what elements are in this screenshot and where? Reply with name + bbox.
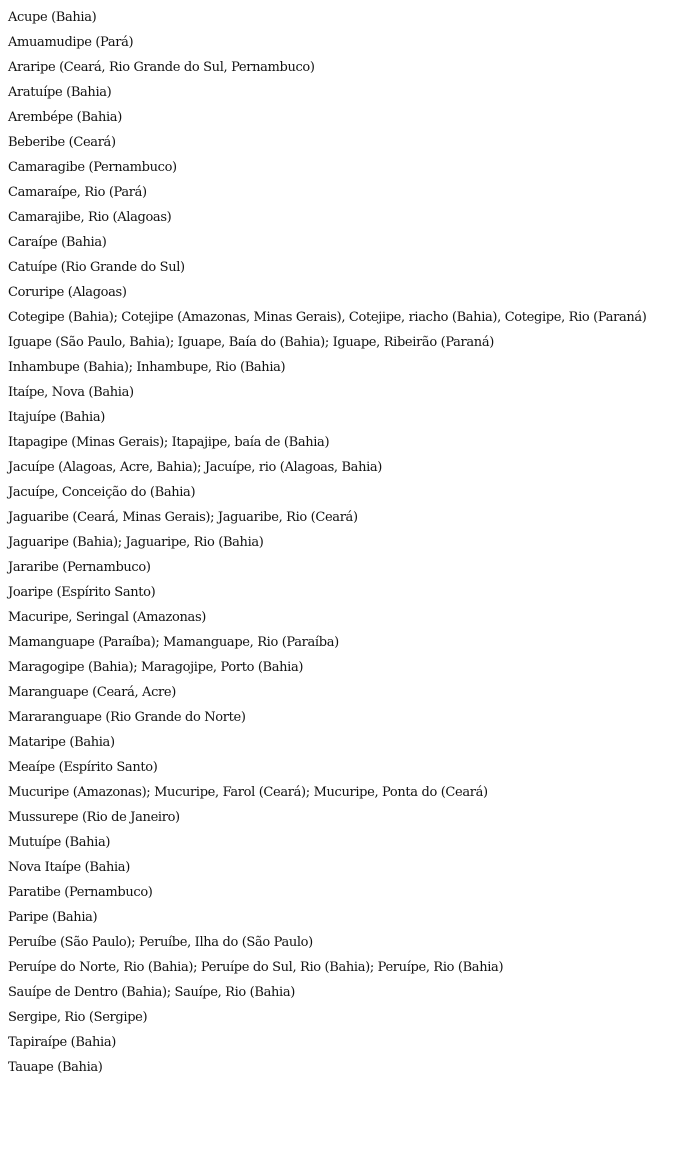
list-item: Mamanguape (Paraíba); Mamanguape, Rio (Paraíba) (8, 635, 339, 650)
list-item: Mucuripe (Amazonas); Mucuripe, Farol (Ceará); Mucuripe, Ponta do (Ceará) (8, 785, 488, 800)
list-item: Tapiraípe (Bahia) (8, 1035, 116, 1050)
list-item: Araripe (Ceará, Rio Grande do Sul, Pernambuco) (8, 60, 315, 75)
list-item: Jacuípe (Alagoas, Acre, Bahia); Jacuípe, rio (Alagoas, Bahia) (8, 460, 383, 475)
list-item: Jacuípe, Conceição do (Bahia) (8, 485, 196, 500)
list-item: Jararibe (Pernambuco) (8, 560, 151, 575)
list-item: Caraípe (Bahia) (8, 235, 107, 250)
list-item: Macuripe, Seringal (Amazonas) (8, 610, 207, 625)
list-item: Sergipe, Rio (Sergipe) (8, 1010, 148, 1025)
list-item: Coruripe (Alagoas) (8, 285, 127, 300)
list-item: Peruíbe (São Paulo); Peruíbe, Ilha do (São Paulo) (8, 935, 313, 950)
list-item: Maranguape (Ceará, Acre) (8, 685, 176, 700)
list-item: Inhambupe (Bahia); Inhambupe, Rio (Bahia) (8, 360, 286, 375)
list-item: Itapagipe (Minas Gerais); Itapajipe, baía de (Bahia) (8, 435, 330, 450)
list-item: Cotegipe (Bahia); Cotejipe (Amazonas, Minas Gerais), Cotejipe, riacho (Bahia), Cotegipe, Rio (Paraná) (8, 310, 647, 325)
list-item: Aratuípe (Bahia) (8, 85, 112, 100)
list-item: Mutuípe (Bahia) (8, 835, 111, 850)
list-item: Amuamudipe (Pará) (8, 35, 134, 50)
list-item: Nova Itaípe (Bahia) (8, 860, 130, 875)
list-item: Tauape (Bahia) (8, 1060, 103, 1075)
list-item: Itajuípe (Bahia) (8, 410, 105, 425)
list-item: Jaguaripe (Bahia); Jaguaripe, Rio (Bahia) (8, 535, 264, 550)
list-item: Acupe (Bahia) (8, 10, 97, 25)
list-item: Mataripe (Bahia) (8, 735, 115, 750)
list-item: Mararanguape (Rio Grande do Norte) (8, 710, 246, 725)
list-item: Beberibe (Ceará) (8, 135, 116, 150)
list-item: Maragogipe (Bahia); Maragojipe, Porto (Bahia) (8, 660, 304, 675)
list-item: Camarajibe, Rio (Alagoas) (8, 210, 172, 225)
list-item: Iguape (São Paulo, Bahia); Iguape, Baía do (Bahia); Iguape, Ribeirão (Paraná) (8, 335, 494, 350)
list-item: Peruípe do Norte, Rio (Bahia); Peruípe do Sul, Rio (Bahia); Peruípe, Rio (Bahia) (8, 960, 504, 975)
list-item: Paratibe (Pernambuco) (8, 885, 153, 900)
list-item: Catuípe (Rio Grande do Sul) (8, 260, 185, 275)
list-item: Camaragibe (Pernambuco) (8, 160, 177, 175)
list-item: Mussurepe (Rio de Janeiro) (8, 810, 180, 825)
list-item: Arembépe (Bahia) (8, 110, 122, 125)
list-item: Paripe (Bahia) (8, 910, 98, 925)
list-item: Camaraípe, Rio (Pará) (8, 185, 147, 200)
list-item: Joaripe (Espírito Santo) (8, 585, 156, 600)
list-item: Itaípe, Nova (Bahia) (8, 385, 134, 400)
list-item: Meaípe (Espírito Santo) (8, 760, 158, 775)
list-item: Sauípe de Dentro (Bahia); Sauípe, Rio (Bahia) (8, 985, 295, 1000)
list-item: Jaguaribe (Ceará, Minas Gerais); Jaguaribe, Rio (Ceará) (8, 510, 358, 525)
